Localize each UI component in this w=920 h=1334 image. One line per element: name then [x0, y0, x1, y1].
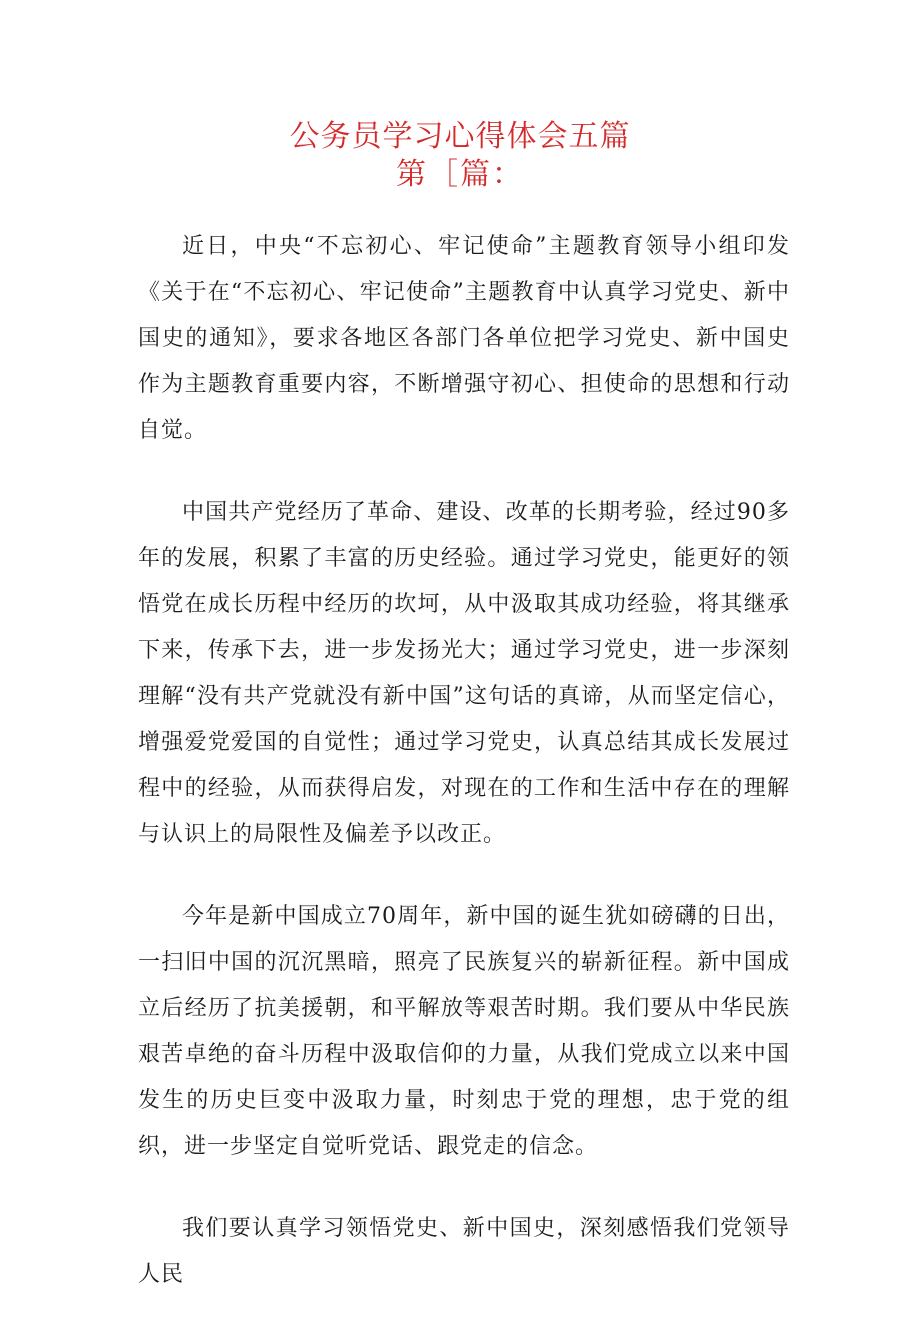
paragraph-2: 中国共产党经历了革命、建设、改革的长期考验，经过90多年的发展，积累了丰富的历史经验。通过学习党史，能更好的领悟党在成长历程中经历的坎坷，从中汲取其成功经验，将其继承下来，传承下去，进一步发扬光大；通过学习党史，进一步深刻理解“没有共产党就没有新中国”这句话的真谛，从而坚定信心，增强爱党爱国的自觉性；通过学习党史，认真总结其成长发展过程中的经验，从而获得启发，对现在的工作和生活中存在的理解与认识上的局限性及偏差予以改正。 [138, 500, 790, 847]
section-heading: 第［篇： [396, 157, 524, 192]
paragraph-3: 今年是新中国成立70周年，新中国的诞生犹如磅礴的日出，一扫旧中国的沉沉黑暗，照亮了民族复兴的崭新征程。新中国成立后经历了抗美援朝，和平解放等艰苦时期。我们要从中华民族艰苦卓绝的奋斗历程中汲取信仰的力量，从我们党成立以来中国发生的历史巨变中汲取力量，时刻忠于党的理想，忠于党的组织，进一步坚定自觉听党话、跟党走的信念。 [138, 904, 790, 1159]
paragraph-1: 近日，中央“不忘初心、牢记使命”主题教育领导小组印发《关于在“不忘初心、牢记使命”主题教育中认真学习党史、新中国史的通知》，要求各地区各部门各单位把学习党史、新中国史作为主题教育重要内容，不断增强守初心、担使命的思想和行动自觉。 [138, 234, 790, 443]
paragraph-4: 我们要认真学习领悟党史、新中国史，深刻感悟我们党领导人民 [138, 1216, 790, 1287]
document-title: 公务员学习心得体会五篇 [289, 119, 631, 154]
document-body [138, 224, 790, 1334]
